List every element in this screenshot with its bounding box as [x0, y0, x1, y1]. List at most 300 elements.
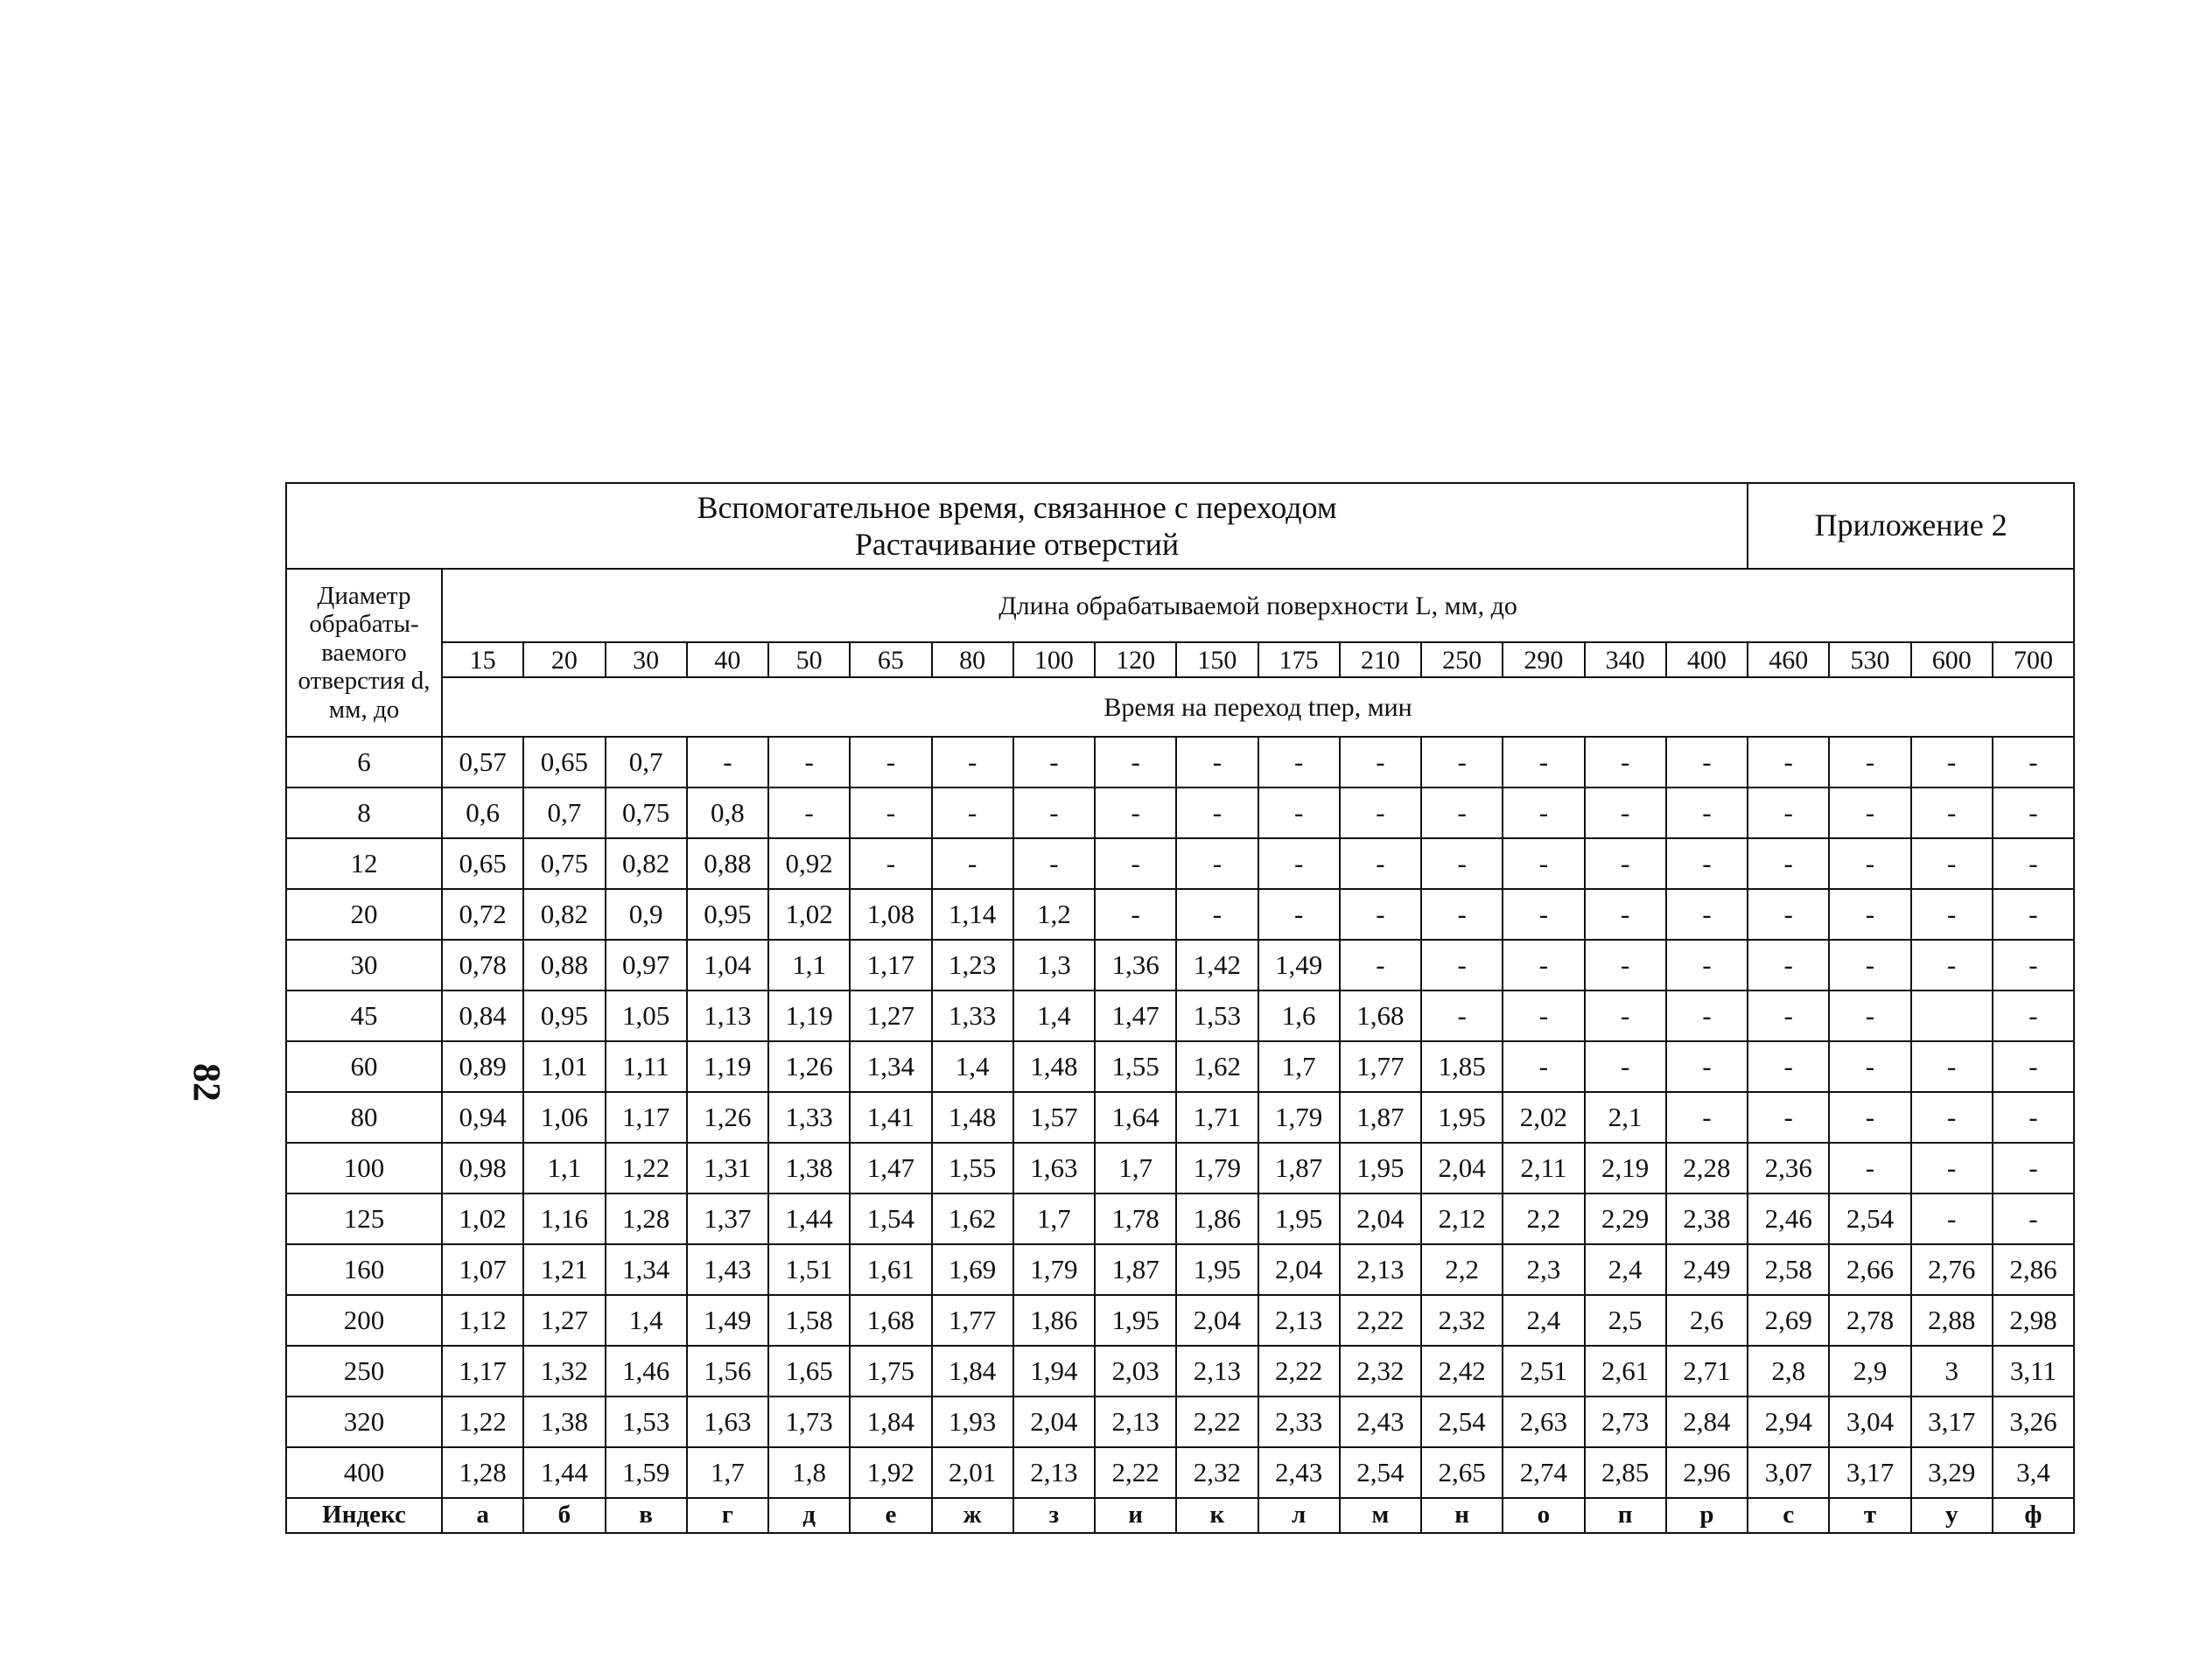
time-value: - — [1176, 889, 1258, 940]
time-value: 1,44 — [768, 1194, 850, 1244]
time-value: 1,26 — [768, 1041, 850, 1092]
time-value: 1,27 — [850, 990, 931, 1041]
time-value: 1,86 — [1013, 1295, 1095, 1346]
time-value: - — [1176, 838, 1258, 889]
time-value: 1,62 — [932, 1194, 1013, 1244]
time-value: - — [1993, 1092, 2074, 1143]
time-value: - — [1911, 1092, 1993, 1143]
time-value: 1,19 — [687, 1041, 768, 1092]
index-letter: а — [442, 1498, 523, 1533]
time-value: - — [1585, 889, 1666, 940]
table-row — [286, 1194, 2074, 1244]
time-value: - — [1666, 1092, 1748, 1143]
table-row — [286, 1092, 2074, 1143]
time-value: - — [1176, 788, 1258, 838]
length-value: 40 — [687, 642, 768, 677]
index-letter: т — [1829, 1498, 1910, 1533]
index-letter: ф — [1993, 1498, 2074, 1533]
time-value: 1,63 — [687, 1396, 768, 1447]
time-value: 1,62 — [1176, 1041, 1258, 1092]
time-value: 0,98 — [442, 1143, 523, 1194]
time-value: 1,26 — [687, 1092, 768, 1143]
time-value: 2,58 — [1748, 1244, 1829, 1295]
time-value: 1,17 — [442, 1346, 523, 1396]
time-value: 1,56 — [687, 1346, 768, 1396]
time-value: 1,79 — [1176, 1143, 1258, 1194]
time-value: 1,21 — [523, 1244, 605, 1295]
time-value: 1,54 — [850, 1194, 931, 1244]
time-value: 2,3 — [1503, 1244, 1584, 1295]
time-value: - — [1748, 788, 1829, 838]
time-value: 1,01 — [523, 1041, 605, 1092]
time-value: 1,33 — [932, 990, 1013, 1041]
time-value: 2,76 — [1911, 1244, 1993, 1295]
time-value: - — [1340, 737, 1421, 788]
time-value: 1,36 — [1095, 940, 1176, 990]
time-value: - — [1666, 990, 1748, 1041]
time-value: 1,58 — [768, 1295, 850, 1346]
time-value: 0,65 — [442, 838, 523, 889]
time-value: 1,77 — [932, 1295, 1013, 1346]
index-letter: у — [1911, 1498, 1993, 1533]
time-value: - — [1585, 788, 1666, 838]
time-value: 1,1 — [768, 940, 850, 990]
time-value: 2,2 — [1503, 1194, 1584, 1244]
time-value: - — [1748, 838, 1829, 889]
time-value: 2,49 — [1666, 1244, 1748, 1295]
time-value: 1,4 — [606, 1295, 687, 1346]
time-value: 1,3 — [1013, 940, 1095, 990]
time-value: - — [1340, 838, 1421, 889]
time-value: 1,1 — [523, 1143, 605, 1194]
diameter-column-header: Диаметр обрабаты-ваемого отверстия d, мм, до — [286, 569, 442, 737]
time-value: 1,57 — [1013, 1092, 1095, 1143]
time-value: 0,97 — [606, 940, 687, 990]
time-value: 2,02 — [1503, 1092, 1584, 1143]
length-value: 400 — [1666, 642, 1748, 677]
time-value: 1,23 — [932, 940, 1013, 990]
length-value: 250 — [1421, 642, 1503, 677]
time-value: 3 — [1911, 1346, 1993, 1396]
time-value: - — [1666, 737, 1748, 788]
time-value: 3,11 — [1993, 1346, 2074, 1396]
time-value: 1,12 — [442, 1295, 523, 1346]
time-value: 1,68 — [1340, 990, 1421, 1041]
time-value: - — [850, 737, 931, 788]
time-value: 1,22 — [606, 1143, 687, 1194]
index-letter: г — [687, 1498, 768, 1533]
time-value: 1,43 — [687, 1244, 768, 1295]
index-letter: р — [1666, 1498, 1748, 1533]
diameter-value: 320 — [286, 1396, 442, 1447]
index-row — [286, 1498, 2074, 1533]
time-value: - — [1421, 990, 1503, 1041]
time-value: 1,69 — [932, 1244, 1013, 1295]
diameter-value: 80 — [286, 1092, 442, 1143]
time-value: 2,96 — [1666, 1447, 1748, 1498]
time-value: 3,17 — [1911, 1396, 1993, 1447]
table-row — [286, 788, 2074, 838]
time-value: 1,2 — [1013, 889, 1095, 940]
time-value: 2,43 — [1258, 1447, 1340, 1498]
time-value: 1,95 — [1258, 1194, 1340, 1244]
time-header: Время на переход tпер, мин — [442, 677, 2074, 737]
index-letter: с — [1748, 1498, 1829, 1533]
time-value: 2,2 — [1421, 1244, 1503, 1295]
time-value: 1,48 — [1013, 1041, 1095, 1092]
time-value: 1,11 — [606, 1041, 687, 1092]
index-letter: и — [1095, 1498, 1176, 1533]
time-value: 1,95 — [1340, 1143, 1421, 1194]
time-value: 0,82 — [523, 889, 605, 940]
time-value: - — [1911, 1041, 1993, 1092]
time-value: - — [1503, 788, 1584, 838]
time-value: 1,71 — [1176, 1092, 1258, 1143]
time-value: - — [1503, 889, 1584, 940]
time-value: - — [1258, 889, 1340, 940]
time-value: 2,4 — [1585, 1244, 1666, 1295]
time-value: - — [1829, 737, 1910, 788]
time-value: 1,95 — [1095, 1295, 1176, 1346]
length-value: 600 — [1911, 642, 1993, 677]
time-value: - — [1829, 990, 1910, 1041]
time-value: 2,36 — [1748, 1143, 1829, 1194]
time-value: - — [1748, 990, 1829, 1041]
time-value: 1,63 — [1013, 1143, 1095, 1194]
time-value: - — [1993, 1194, 2074, 1244]
time-value: 0,88 — [687, 838, 768, 889]
index-letter: б — [523, 1498, 605, 1533]
time-value: 2,13 — [1258, 1295, 1340, 1346]
table-row — [286, 1447, 2074, 1498]
time-value: - — [1340, 788, 1421, 838]
time-value: 1,06 — [523, 1092, 605, 1143]
time-value: 0,94 — [442, 1092, 523, 1143]
time-value: 1,53 — [1176, 990, 1258, 1041]
time-value: 2,32 — [1340, 1346, 1421, 1396]
time-value: 1,17 — [606, 1092, 687, 1143]
length-value: 700 — [1993, 642, 2074, 677]
time-value: 2,13 — [1095, 1396, 1176, 1447]
time-value: - — [1421, 838, 1503, 889]
table-row — [286, 1041, 2074, 1092]
time-value: 2,73 — [1585, 1396, 1666, 1447]
time-value: 1,7 — [1013, 1194, 1095, 1244]
time-value: 2,54 — [1340, 1447, 1421, 1498]
time-value: - — [1258, 788, 1340, 838]
time-value: 1,93 — [932, 1396, 1013, 1447]
time-value: - — [1421, 889, 1503, 940]
time-value: 3,4 — [1993, 1447, 2074, 1498]
time-value: 2,9 — [1829, 1346, 1910, 1396]
time-value: 2,88 — [1911, 1295, 1993, 1346]
time-value: 0,7 — [606, 737, 687, 788]
time-value: 1,33 — [768, 1092, 850, 1143]
time-value: 1,47 — [850, 1143, 931, 1194]
time-value: - — [768, 737, 850, 788]
time-value: 1,49 — [687, 1295, 768, 1346]
time-value: 0,89 — [442, 1041, 523, 1092]
time-value: 1,55 — [932, 1143, 1013, 1194]
index-label: Индекс — [286, 1498, 442, 1533]
diameter-value: 160 — [286, 1244, 442, 1295]
time-value: 0,72 — [442, 889, 523, 940]
time-value: 0,9 — [606, 889, 687, 940]
time-value: - — [1993, 838, 2074, 889]
time-value: - — [1993, 889, 2074, 940]
table-title-line2: Растачивание отверстий — [854, 527, 1180, 562]
table-row — [286, 1396, 2074, 1447]
time-value: 1,42 — [1176, 940, 1258, 990]
time-value: 1,8 — [768, 1447, 850, 1498]
time-value: 0,78 — [442, 940, 523, 990]
index-letter: ж — [932, 1498, 1013, 1533]
diameter-value: 45 — [286, 990, 442, 1041]
index-letter: л — [1258, 1498, 1340, 1533]
time-value: 1,4 — [932, 1041, 1013, 1092]
time-value: - — [1829, 1092, 1910, 1143]
time-value: - — [1585, 940, 1666, 990]
time-value: - — [1911, 1143, 1993, 1194]
time-value: - — [1421, 940, 1503, 990]
time-value: 0,82 — [606, 838, 687, 889]
diameter-value: 8 — [286, 788, 442, 838]
time-value: 1,44 — [523, 1447, 605, 1498]
time-value: 1,02 — [442, 1194, 523, 1244]
time-value: 3,26 — [1993, 1396, 2074, 1447]
time-value: - — [1666, 838, 1748, 889]
table-row — [286, 940, 2074, 990]
time-value: 1,38 — [768, 1143, 850, 1194]
diameter-value: 30 — [286, 940, 442, 990]
time-value: 0,84 — [442, 990, 523, 1041]
time-value: 2,04 — [1258, 1244, 1340, 1295]
time-value: - — [1829, 1041, 1910, 1092]
time-value: 1,68 — [850, 1295, 931, 1346]
index-letter: к — [1176, 1498, 1258, 1533]
time-value: - — [1666, 788, 1748, 838]
time-value: 2,22 — [1095, 1447, 1176, 1498]
time-value: - — [1748, 940, 1829, 990]
time-value: - — [1340, 940, 1421, 990]
time-value: 1,59 — [606, 1447, 687, 1498]
time-value: 2,43 — [1340, 1396, 1421, 1447]
time-value: 2,65 — [1421, 1447, 1503, 1498]
time-value: 1,37 — [687, 1194, 768, 1244]
time-value: - — [1911, 1194, 1993, 1244]
time-value: 0,88 — [523, 940, 605, 990]
time-value: 0,95 — [687, 889, 768, 940]
length-value: 65 — [850, 642, 931, 677]
time-value: 2,85 — [1585, 1447, 1666, 1498]
time-value: - — [1421, 788, 1503, 838]
time-value: - — [1095, 889, 1176, 940]
time-value: - — [1503, 1041, 1584, 1092]
time-value: 2,61 — [1585, 1346, 1666, 1396]
time-value: 2,33 — [1258, 1396, 1340, 1447]
page-number: 82 — [186, 1063, 228, 1102]
time-value: 1,16 — [523, 1194, 605, 1244]
time-value: - — [1748, 737, 1829, 788]
time-value: 2,54 — [1829, 1194, 1910, 1244]
time-value: 1,95 — [1421, 1092, 1503, 1143]
time-value: 2,86 — [1993, 1244, 2074, 1295]
time-value: - — [1095, 788, 1176, 838]
time-value: 1,79 — [1258, 1092, 1340, 1143]
time-value: - — [1911, 838, 1993, 889]
time-value: 1,73 — [768, 1396, 850, 1447]
time-value: 1,07 — [442, 1244, 523, 1295]
diameter-value: 12 — [286, 838, 442, 889]
appendix-label: Приложение 2 — [1748, 483, 2074, 569]
time-value: 2,04 — [1176, 1295, 1258, 1346]
time-value: 1,28 — [606, 1194, 687, 1244]
time-value: - — [687, 737, 768, 788]
time-value: 1,87 — [1095, 1244, 1176, 1295]
length-value: 290 — [1503, 642, 1584, 677]
time-value: 2,6 — [1666, 1295, 1748, 1346]
time-value: - — [1503, 737, 1584, 788]
time-value: 2,66 — [1829, 1244, 1910, 1295]
diameter-value: 20 — [286, 889, 442, 940]
length-value: 50 — [768, 642, 850, 677]
time-value: 2,22 — [1258, 1346, 1340, 1396]
table-row — [286, 1244, 2074, 1295]
table-row — [286, 1143, 2074, 1194]
time-value: - — [1829, 940, 1910, 990]
length-value: 460 — [1748, 642, 1829, 677]
time-value: 2,22 — [1176, 1396, 1258, 1447]
time-value: 2,38 — [1666, 1194, 1748, 1244]
auxiliary-time-table — [285, 482, 2075, 1534]
time-value: 2,01 — [932, 1447, 1013, 1498]
time-value: 1,47 — [1095, 990, 1176, 1041]
time-value: 2,42 — [1421, 1346, 1503, 1396]
time-value: 1,84 — [850, 1396, 931, 1447]
time-value: - — [1829, 788, 1910, 838]
time-value: 1,75 — [850, 1346, 931, 1396]
time-value: 1,34 — [606, 1244, 687, 1295]
time-value: 1,87 — [1340, 1092, 1421, 1143]
time-value: 2,04 — [1340, 1194, 1421, 1244]
time-value: - — [932, 788, 1013, 838]
time-value: - — [1585, 838, 1666, 889]
time-value: - — [1993, 1041, 2074, 1092]
length-value: 15 — [442, 642, 523, 677]
time-value: 1,32 — [523, 1346, 605, 1396]
time-value: 2,32 — [1421, 1295, 1503, 1346]
table-row — [286, 889, 2074, 940]
index-letter: е — [850, 1498, 931, 1533]
time-value: 1,7 — [1095, 1143, 1176, 1194]
time-value: - — [1585, 737, 1666, 788]
time-value: 1,85 — [1421, 1041, 1503, 1092]
time-value: 1,7 — [1258, 1041, 1340, 1092]
time-value: - — [932, 737, 1013, 788]
time-value: 0,75 — [606, 788, 687, 838]
table-row — [286, 737, 2074, 788]
time-value: 2,5 — [1585, 1295, 1666, 1346]
time-value: 3,07 — [1748, 1447, 1829, 1498]
time-value: 1,17 — [850, 940, 931, 990]
time-value: 1,61 — [850, 1244, 931, 1295]
time-value: 2,11 — [1503, 1143, 1584, 1194]
time-value: - — [1993, 737, 2074, 788]
time-value: - — [1421, 737, 1503, 788]
time-value: 1,79 — [1013, 1244, 1095, 1295]
time-value: 1,7 — [687, 1447, 768, 1498]
time-value: 3,17 — [1829, 1447, 1910, 1498]
time-value: 2,63 — [1503, 1396, 1584, 1447]
table-row — [286, 838, 2074, 889]
time-value: 2,1 — [1585, 1092, 1666, 1143]
length-value: 120 — [1095, 642, 1176, 677]
time-value: 2,98 — [1993, 1295, 2074, 1346]
time-value: - — [768, 788, 850, 838]
time-value: - — [1666, 1041, 1748, 1092]
time-value: 2,69 — [1748, 1295, 1829, 1346]
time-header-row — [286, 677, 2074, 737]
time-value: 1,22 — [442, 1396, 523, 1447]
time-value: 2,71 — [1666, 1346, 1748, 1396]
time-value: - — [1911, 889, 1993, 940]
time-value: 1,08 — [850, 889, 931, 940]
time-value: - — [1095, 737, 1176, 788]
time-value: 0,57 — [442, 737, 523, 788]
time-value: - — [1095, 838, 1176, 889]
time-value: - — [1503, 940, 1584, 990]
index-letter: в — [606, 1498, 687, 1533]
time-value: - — [1585, 990, 1666, 1041]
length-value: 80 — [932, 642, 1013, 677]
time-value: - — [850, 788, 931, 838]
index-letter: м — [1340, 1498, 1421, 1533]
time-value: 2,13 — [1340, 1244, 1421, 1295]
time-value: 1,84 — [932, 1346, 1013, 1396]
time-value: 2,03 — [1095, 1346, 1176, 1396]
diameter-value: 125 — [286, 1194, 442, 1244]
time-value: 2,32 — [1176, 1447, 1258, 1498]
time-value: 1,4 — [1013, 990, 1095, 1041]
time-value: - — [1666, 940, 1748, 990]
time-value: 1,92 — [850, 1447, 931, 1498]
time-value: 1,28 — [442, 1447, 523, 1498]
time-value: - — [932, 838, 1013, 889]
time-value — [1911, 990, 1993, 1041]
length-header: Длина обрабатываемой поверхности L, мм, до — [442, 569, 2074, 642]
time-value: 2,29 — [1585, 1194, 1666, 1244]
table-row — [286, 1295, 2074, 1346]
time-value: 1,49 — [1258, 940, 1340, 990]
time-value: 2,13 — [1176, 1346, 1258, 1396]
length-value: 210 — [1340, 642, 1421, 677]
time-value: 0,92 — [768, 838, 850, 889]
time-value: 2,54 — [1421, 1396, 1503, 1447]
time-value: 1,27 — [523, 1295, 605, 1346]
length-header-row — [286, 569, 2074, 642]
time-value: - — [1340, 889, 1421, 940]
time-value: - — [1829, 838, 1910, 889]
time-value: 2,84 — [1666, 1396, 1748, 1447]
time-value: 1,31 — [687, 1143, 768, 1194]
time-value: - — [1748, 889, 1829, 940]
index-letter: о — [1503, 1498, 1584, 1533]
time-value: - — [1911, 788, 1993, 838]
diameter-value: 250 — [286, 1346, 442, 1396]
time-value: 2,22 — [1340, 1295, 1421, 1346]
time-value: 1,04 — [687, 940, 768, 990]
diameter-value: 200 — [286, 1295, 442, 1346]
